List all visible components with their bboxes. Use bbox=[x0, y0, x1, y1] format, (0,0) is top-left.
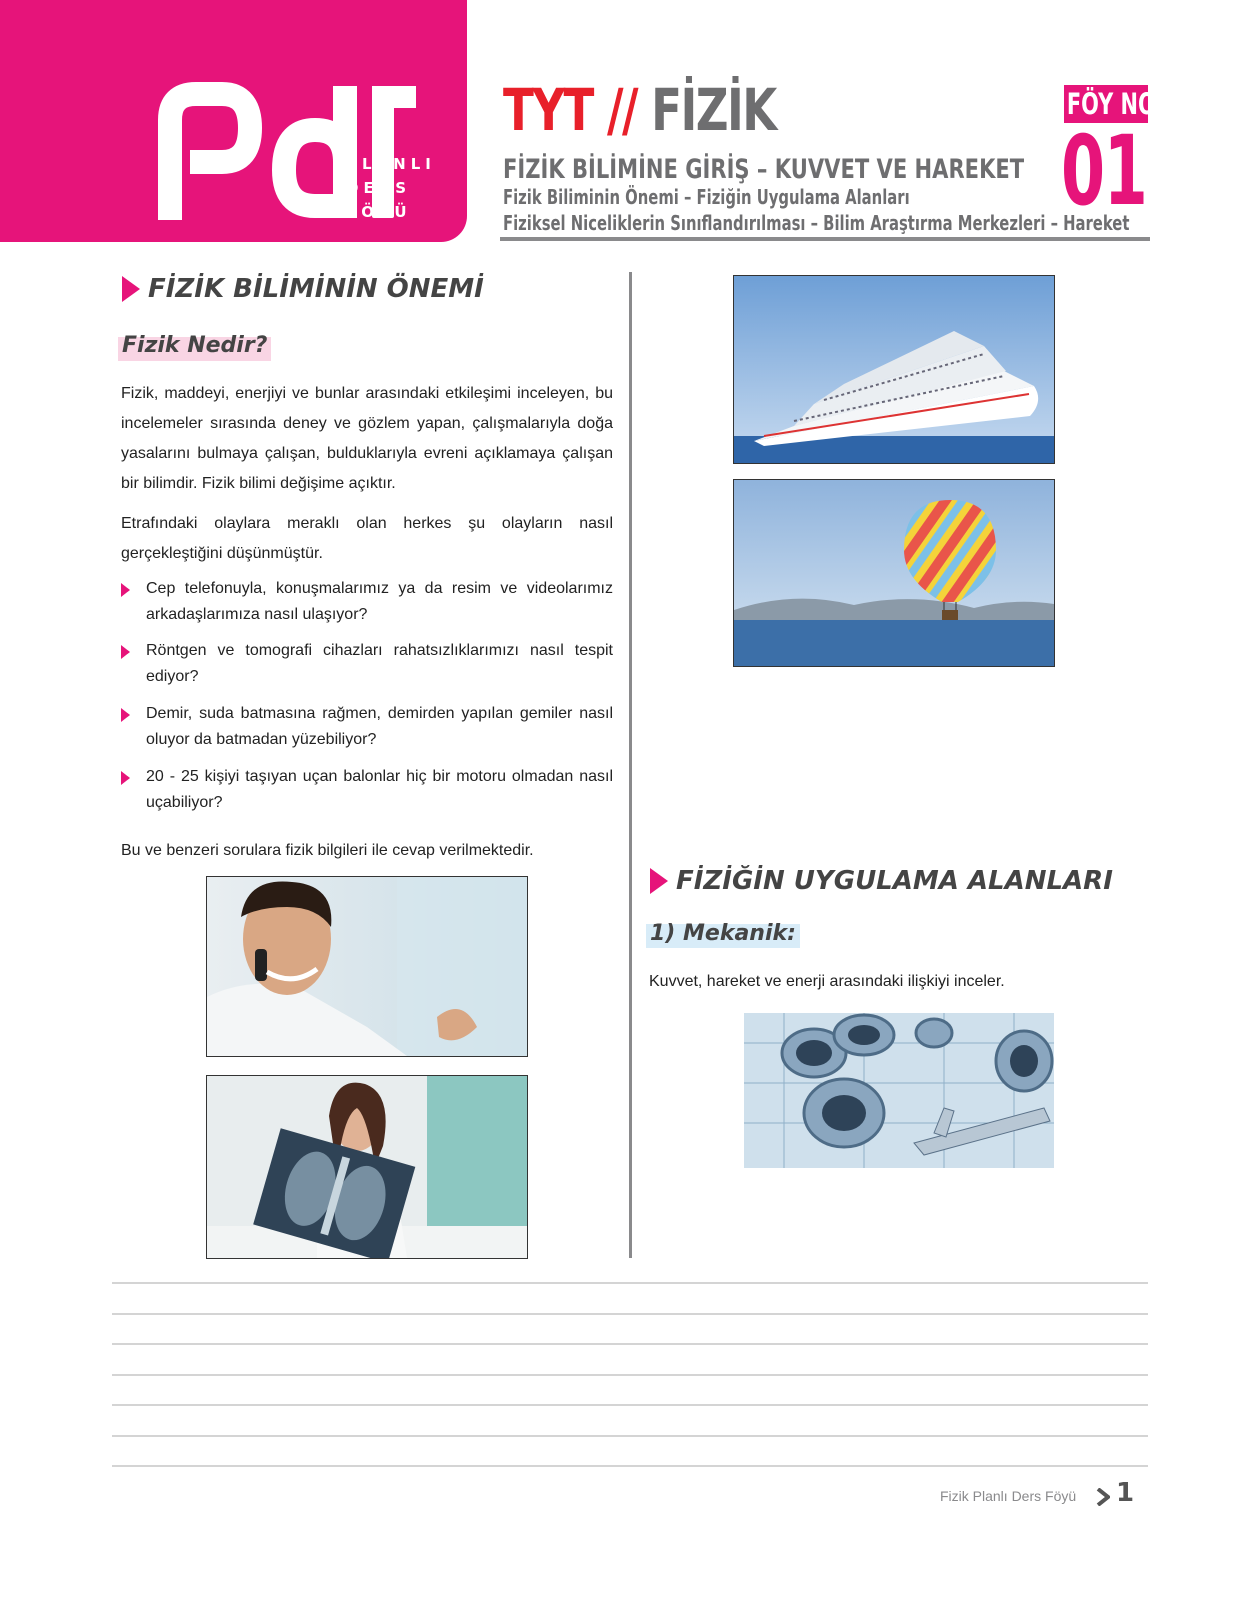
phone-call-photo bbox=[206, 876, 528, 1057]
topic-line-1: Fizik Biliminin Önemi – Fiziğin Uygulama Alanları bbox=[503, 185, 910, 209]
bullet-chevron-icon bbox=[121, 708, 130, 722]
cruise-ship-photo bbox=[733, 275, 1055, 464]
note-line bbox=[112, 1465, 1148, 1467]
column-divider bbox=[629, 272, 632, 1258]
section-title-text: FİZİĞİN UYGULAMA ALANLARI bbox=[676, 866, 1113, 896]
title-tyt: TYT bbox=[503, 76, 593, 144]
footer-text: Fizik Planlı Ders Föyü bbox=[940, 1488, 1077, 1504]
list-item bbox=[121, 576, 613, 628]
note-line bbox=[112, 1435, 1148, 1437]
paragraph-definition: Fizik, maddeyi, enerjiyi ve bunlar arasındaki etkileşimi inceleyen, bu incelemeler sırasında deney ve gözlem yapan, çalışmalarıyla doğa yasalarını bulmaya çalışan, bulduklarıyla evreni açıklamaya çalışan bir bilimdir. Fizik bilimi değişime açıktır. bbox=[121, 385, 613, 492]
note-line bbox=[112, 1282, 1148, 1284]
note-line bbox=[112, 1374, 1148, 1376]
page-number: 1 bbox=[1116, 1478, 1135, 1508]
note-line bbox=[112, 1343, 1148, 1345]
list-item-text: Demir, suda batmasına rağmen, demirden yapılan gemiler nasıl oluyor da batmadan yüzebiliyor? bbox=[146, 705, 613, 748]
paragraph-conclusion: Bu ve benzeri sorulara fizik bilgileri ile cevap verilmektedir. bbox=[121, 842, 534, 859]
bullet-chevron-icon bbox=[121, 645, 130, 659]
section-heading-uygulama bbox=[650, 866, 1113, 896]
chevron-right-icon bbox=[122, 276, 140, 302]
list-item bbox=[121, 764, 613, 816]
footer-chevron-icon bbox=[1096, 1488, 1110, 1506]
foy-number: 01 bbox=[1061, 115, 1147, 227]
list-item bbox=[121, 701, 613, 753]
paragraph-curiosity: Etrafındaki olaylara meraklı olan herkes şu olayların nasıl gerçekleştiğini düşünmüştür. bbox=[121, 515, 613, 562]
xray-doctor-photo bbox=[206, 1075, 528, 1259]
topic-line-2: Fiziksel Niceliklerin Sınıflandırılması – Bilim Araştırma Merkezleri – Hareket bbox=[503, 211, 1130, 235]
title-separator: // bbox=[607, 76, 637, 144]
unit-title: FİZİK BİLİMİNE GİRİŞ – KUVVET VE HAREKET bbox=[503, 154, 1025, 185]
note-line bbox=[112, 1404, 1148, 1406]
question-heading: Fizik Nedir? bbox=[118, 331, 271, 361]
list-item-text: Cep telefonuyla, konuşmalarımız ya da resim ve videolarımız arkadaşlarımıza nasıl ulaşıyor? bbox=[146, 580, 613, 623]
header-divider bbox=[500, 237, 1150, 241]
list-item-text: Röntgen ve tomografi cihazları rahatsızlıklarımızı nasıl tespit ediyor? bbox=[146, 642, 613, 685]
mechanics-description: Kuvvet, hareket ve enerji arasındaki ilişkiyi inceler. bbox=[649, 973, 1005, 990]
logo-word-ders: DERS bbox=[346, 179, 412, 197]
section-title-text: FİZİK BİLİMİNİN ÖNEMİ bbox=[148, 274, 484, 304]
mechanics-parts-photo bbox=[744, 1013, 1054, 1168]
chevron-right-icon bbox=[650, 868, 668, 894]
logo-word-planli: PLANLI bbox=[346, 155, 436, 173]
bullet-chevron-icon bbox=[121, 771, 130, 785]
hot-air-balloon-photo bbox=[733, 479, 1055, 667]
list-item-text: 20 - 25 kişiyi taşıyan uçan balonlar hiç bir motoru olmadan nasıl uçabiliyor? bbox=[146, 768, 613, 811]
mechanics-heading: 1) Mekanik: bbox=[646, 920, 800, 948]
list-item bbox=[121, 638, 613, 690]
note-line bbox=[112, 1313, 1148, 1315]
bullet-chevron-icon bbox=[121, 583, 130, 597]
logo-word-foyu: FÖYÜ bbox=[346, 203, 412, 221]
foy-label-text: FÖY NO bbox=[1066, 87, 1156, 121]
section-heading-fizik-onemi bbox=[122, 274, 484, 304]
title-subject: FİZİK bbox=[651, 76, 776, 144]
page-title bbox=[503, 76, 776, 144]
